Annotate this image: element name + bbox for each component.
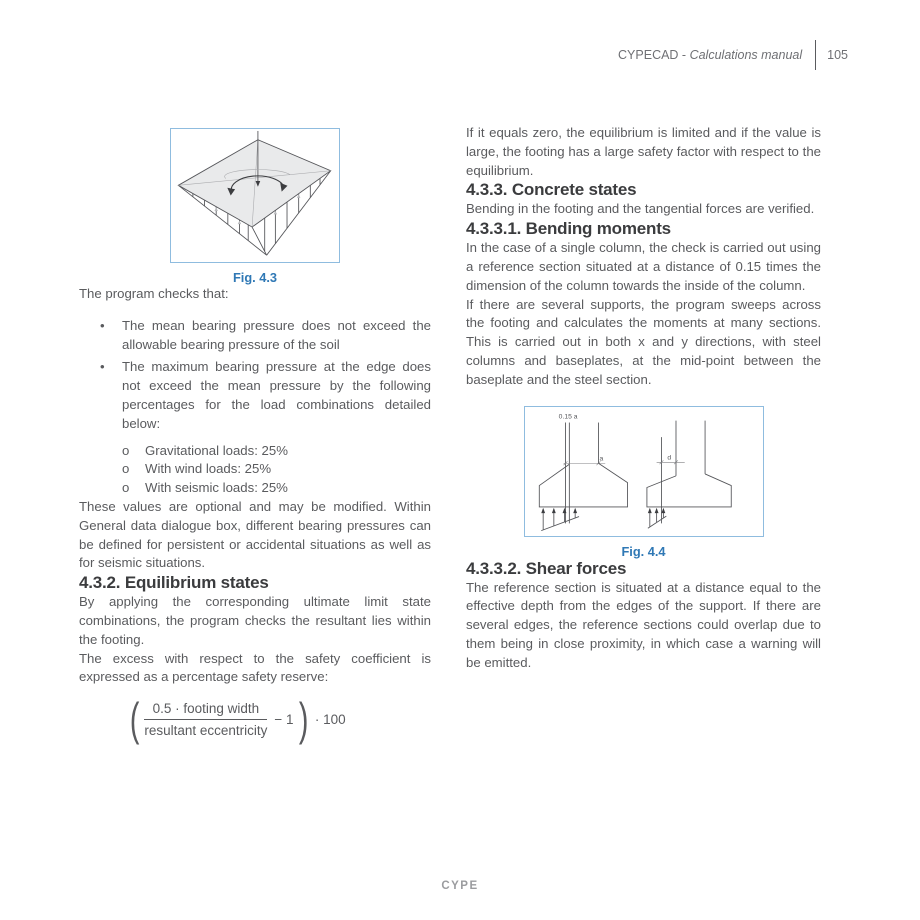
- formula-numerator: 0.5 · footing width: [144, 701, 267, 720]
- sub-bullet-item: [79, 442, 431, 461]
- heading-shear-forces: 4.3.3.2. Shear forces: [466, 558, 627, 578]
- formula-open-paren: (: [129, 693, 140, 746]
- bullet-marker: •: [100, 317, 105, 333]
- fig44-label-015a: 0.15 a: [558, 413, 577, 421]
- sub-bullet-marker: o: [122, 461, 130, 477]
- paragraph-432b: The excess with respect to the safety coefficient is expressed as a percentage safety reserve:: [79, 650, 431, 685]
- bullet-text: The maximum bearing pressure at the edge does not exceed the mean pressure by the following percentages for the load combinations detailed below:: [122, 359, 431, 431]
- right-column: [466, 124, 821, 673]
- sub-bullet-item: [79, 479, 431, 498]
- sub-bullet-marker: o: [122, 442, 130, 458]
- formula-fraction: [144, 701, 267, 738]
- figure-4-3: [170, 128, 340, 263]
- sub-bullet-text: Gravitational loads: 25%: [145, 442, 288, 458]
- header-title-manual: Calculations manual: [689, 48, 803, 62]
- paragraph-432a: By applying the corresponding ultimate limit state combinations, the program checks the resultant lies within the footing.: [79, 594, 431, 647]
- header-title: [618, 48, 802, 62]
- paragraph-4331b: If there are several supports, the program sweeps across the footing and calculates the moments at many sections. This is carried out in both x and y directions, with steel columns and baseplates, at the mid-point between the baseplate and the steel section.: [466, 296, 821, 387]
- sub-bullet-item: [79, 460, 431, 479]
- paragraph-433: Bending in the footing and the tangential forces are verified.: [466, 201, 815, 217]
- header-title-brand: CYPECAD -: [618, 48, 690, 62]
- formula-minus-one: − 1: [274, 712, 294, 728]
- heading-equilibrium-states: 4.3.2. Equilibrium states: [79, 573, 269, 593]
- sub-bullet-text: With wind loads: 25%: [145, 461, 272, 477]
- footing-sections-drawing: [526, 408, 762, 535]
- formula-denominator: resultant eccentricity: [144, 723, 268, 739]
- heading-concrete-states: 4.3.3. Concrete states: [466, 180, 637, 200]
- figure-4-4-caption: Fig. 4.4: [621, 543, 666, 559]
- left-column: [79, 128, 431, 746]
- paragraph-optional-values: These values are optional and may be modified. Within General data dialogue box, different bearing pressures can be defined for persistent or accidental situations as well as for seismic situations.: [79, 498, 431, 571]
- formula-times-100: · 100: [314, 712, 346, 728]
- header-page-number: 105: [827, 48, 848, 62]
- heading-bending-moments: 4.3.3.1. Bending moments: [466, 219, 671, 239]
- footer-brand: CYPE: [441, 880, 479, 892]
- header-divider: [815, 40, 816, 70]
- sub-bullet-text: With seismic loads: 25%: [145, 480, 288, 496]
- paragraph-intro: The program checks that:: [79, 286, 229, 301]
- bullet-item: [79, 358, 431, 433]
- page-header: [618, 40, 848, 70]
- footing-3d-drawing: [172, 130, 338, 261]
- figure-4-4: [524, 406, 764, 537]
- page-footer: [0, 876, 920, 894]
- fig44-label-d: d: [666, 453, 671, 461]
- paragraph-4332: The reference section is situated at a distance equal to the effective depth from the edges of the support. If there are several edges, the reference sections could overlap due to them being in close proximity, in which case a warning will be emitted.: [466, 579, 821, 670]
- paragraph-equilibrium-zero: If it equals zero, the equilibrium is limited and if the value is large, the footing has a large safety factor with respect to the equilibrium.: [466, 125, 821, 178]
- fig44-label-a: a: [598, 454, 603, 462]
- sub-bullet-marker: o: [122, 480, 130, 496]
- figure-4-3-caption: Fig. 4.3: [232, 270, 278, 285]
- bullet-text: The mean bearing pressure does not exceed the allowable bearing pressure of the soil: [122, 317, 431, 352]
- paragraph-4331a: In the case of a single column, the check is carried out using a reference section situated at a distance of 0.15 times the dimension of the column towards the inside of the column.: [466, 240, 821, 293]
- formula-close-paren: ): [298, 693, 308, 746]
- bullet-item: [79, 317, 431, 355]
- bullet-marker: •: [100, 359, 105, 375]
- safety-reserve-formula: [127, 693, 431, 746]
